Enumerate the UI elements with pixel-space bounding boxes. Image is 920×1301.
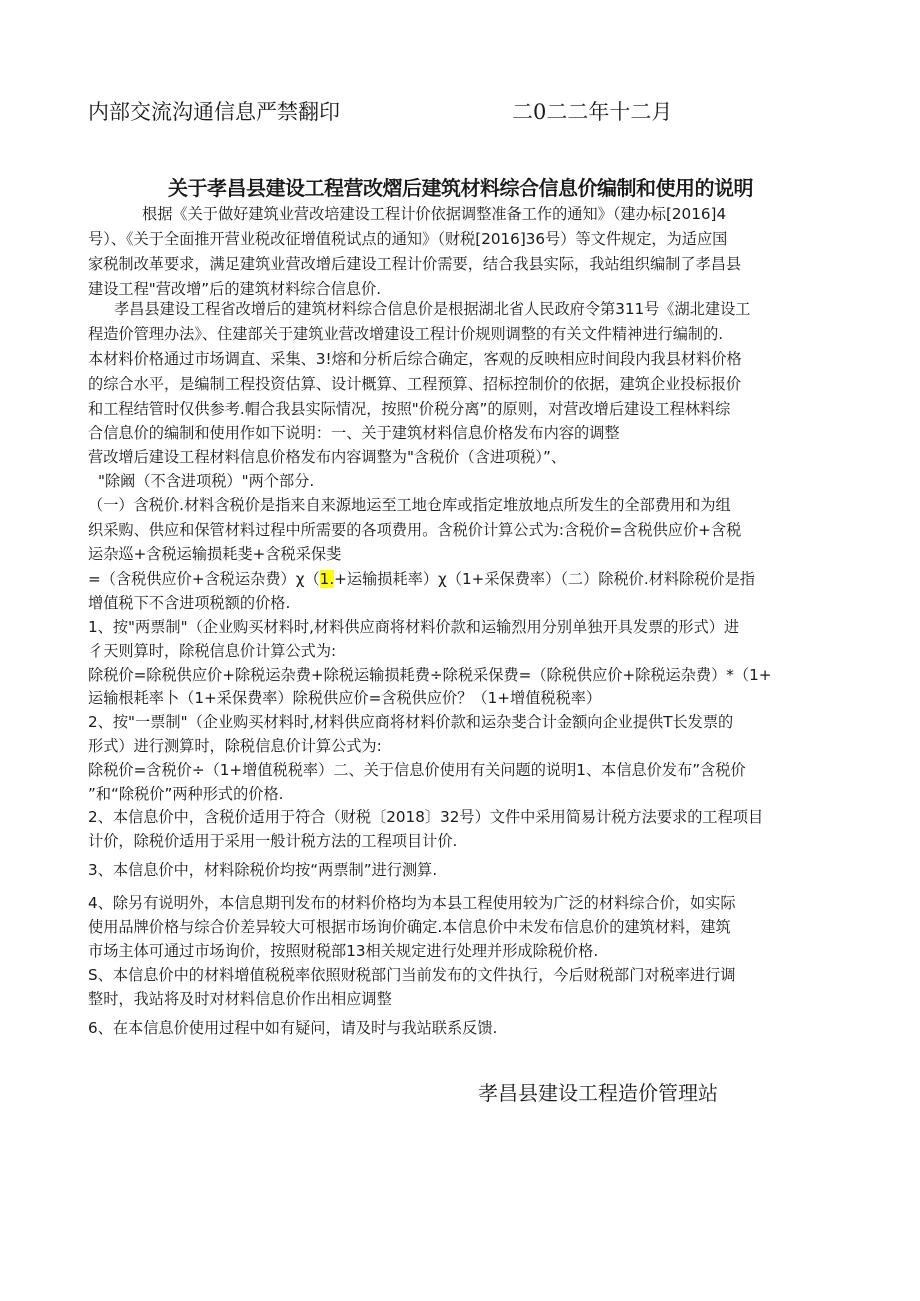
body-line: 和工程结管时仅供参考.帽合我县实际情况，按照"价税分离”的原则，对营改增后建设工程林料综 bbox=[88, 400, 731, 418]
body-line: 整时，我站将及时对材料信息价作出相应调整 bbox=[88, 990, 392, 1008]
body-line: 孝昌县建设工程省改增后的建筑材料综合信息价是根据湖北省人民政府令第311号《湖北建设工 bbox=[114, 300, 751, 318]
body-line: 运输根耗率卜（1+采保费率）除税供应价=含税供应价？（1+增值税税率） bbox=[88, 689, 602, 707]
body-line: 形式）进行测算时，除税信息价计算公式为: bbox=[88, 737, 382, 755]
body-line: 营改增后建设工程材料信息价格发布内容调整为"含税价（含进项税）”、 bbox=[88, 448, 567, 466]
body-line: 使用品牌价格与综合价差异较大可根据市场询价确定.本信息价中未发布信息价的建筑材料，建筑 bbox=[88, 918, 731, 936]
header-left: 内部交流沟通信息严禁翻印 bbox=[88, 100, 340, 124]
body-line: "除阚（不含进项税）"两个部分. bbox=[98, 472, 315, 490]
body-line: 家税制改革要求，满足建筑业营改增后建设工程计价需要，结合我县实际，我站组织编制了孝昌县 bbox=[88, 255, 742, 273]
body-line: 运杂巡+含税运输损耗斐+含税采保斐 bbox=[88, 545, 342, 563]
body-line: ”和“除税价”两种形式的价格. bbox=[88, 785, 284, 803]
signature: 孝昌县建设工程造价管理站 bbox=[478, 1081, 718, 1105]
document-title: 关于孝昌县建设工程营改熠后建筑材料综合信息价编制和使用的说明 bbox=[168, 176, 753, 200]
body-line: 2、本信息价中，含税价适用于符合（财税〔2018〕32号）文件中采用简易计税方法要求的工程项目 bbox=[88, 808, 764, 826]
body-line: （一）含税价.材料含税价是指来自来源地运至工地仓库或指定堆放地点所发生的全部费用和为组 bbox=[88, 496, 731, 514]
body-line: 的综合水平，是编制工程投资估算、设计概算、工程预算、招标控制价的依据，建筑企业投标报价 bbox=[88, 375, 742, 393]
body-line: 3、本信息价中，材料除税价均按“两票制”进行测算. bbox=[88, 861, 438, 879]
body-line: 彳天则算时，除税信息价计算公式为: bbox=[88, 642, 337, 660]
formula-part: =（含税供应价+含税运杂费）χ（ bbox=[88, 570, 320, 588]
highlighted-text: 1. bbox=[319, 570, 335, 588]
body-line: 市场主体可通过市场询价，按照财税部13相关规定进行处理并形成除税价格. bbox=[88, 942, 599, 960]
body-line: 1、按"两票制"（企业购买材料时,材料供应商将材料价款和运输烈用分别单独开具发票的形式）进 bbox=[88, 618, 740, 636]
body-line: 4、除另有说明外，本信息期刊发布的材料价格均为本县工程使用较为广泛的材料综合价，如实际 bbox=[88, 894, 736, 912]
body-line: 号）、《关于全面推开营业税改征增值税试点的通知》（财税[2016]36号）等文件规定，为适应国 bbox=[88, 230, 728, 248]
body-line: 程造价管理办法》、住建部关于建筑业营改增建设工程计价规则调整的有关文件精神进行编制的. bbox=[88, 325, 724, 343]
body-line: 增值税下不含进项税额的价格. bbox=[88, 594, 291, 612]
body-line: 本材料价格通过市场调直、采集、3!熔和分析后综合确定，客观的反映相应时间段内我县材料价格 bbox=[88, 350, 742, 368]
formula-line bbox=[88, 569, 755, 589]
body-line: 合信息价的编制和使用作如下说明：一、关于建筑材料信息价格发布内容的调整 bbox=[88, 424, 620, 442]
body-line: 织采购、供应和保管材料过程中所需要的各项费用。含税价计算公式为:含税价=含税供应价+含税 bbox=[88, 521, 742, 539]
body-line: 2、按"一票制"（企业购买材料时,材料供应商将材料价款和运杂斐合计金额向企业提供T长发票的 bbox=[88, 713, 734, 731]
body-line: 除税价=含税价÷（1+增值税税率）二、关于信息价使用有关问题的说明1、本信息价发布”含税价 bbox=[88, 761, 746, 779]
body-line: 建设工程"营改增”后的建筑材料综合信息价. bbox=[88, 280, 382, 298]
body-line: 除税价=除税供应价+除税运杂费+除税运输损耗费÷除税采保费=（除税供应价+除税运杂费）*（1+ bbox=[88, 666, 772, 684]
body-line: 根据《关于做好建筑业营改培建设工程计价依据调整准备工作的通知》（建办标[2016]4 bbox=[142, 205, 727, 223]
body-line: S、本信息价中的材料增值税税率依照财税部门当前发布的文件执行，今后财税部门对税率进行调 bbox=[88, 966, 736, 984]
body-line: 计价，除税价适用于采用一般计税方法的工程项目计价. bbox=[88, 832, 458, 850]
header-date: 二0二二年十二月 bbox=[512, 100, 673, 124]
body-line: 6、在本信息价使用过程中如有疑问，请及时与我站联系反馈. bbox=[88, 1019, 498, 1037]
formula-part: +运输损耗率）χ（1+采保费率）（二）除税价.材料除税价是指 bbox=[334, 570, 755, 588]
